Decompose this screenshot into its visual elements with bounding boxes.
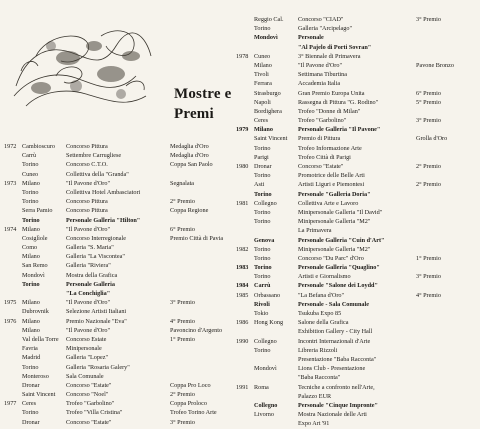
exhibition-event: Personale Galleria "Quaglino" <box>298 264 380 272</box>
exhibition-event: Premio Nazionale "Eva" <box>66 317 127 325</box>
exhibition-event: Libreria Rizzoli <box>298 346 338 354</box>
exhibition-prize: Medaglia d'Oro <box>170 143 209 150</box>
exhibition-row <box>236 116 478 125</box>
exhibition-event: "Il Pavone d'Oro" <box>66 326 110 334</box>
exhibition-city: Milano <box>22 253 40 261</box>
exhibition-row <box>236 309 478 318</box>
exhibition-city: Milano <box>22 317 40 325</box>
exhibition-city: Torino <box>22 409 39 417</box>
exhibition-year: 1983 <box>236 264 249 272</box>
exhibition-city: Milano <box>22 326 40 334</box>
exhibition-prize: 5° Premio <box>416 98 441 106</box>
exhibition-prize: 1° Premio <box>416 254 441 262</box>
exhibition-city: Torino <box>254 218 271 226</box>
exhibition-prize: Coppa San Paolo <box>170 161 213 169</box>
exhibition-row <box>236 134 478 143</box>
exhibition-event: Artisti Liguri e Piemontesi <box>298 181 365 189</box>
exhibition-row <box>4 252 232 261</box>
exhibition-row <box>4 234 232 243</box>
exhibition-row <box>236 217 478 226</box>
exhibition-city: Asti <box>254 181 265 189</box>
exhibition-year: 1985 <box>236 291 249 299</box>
exhibition-event: "Al Pajelo di Porti Sovran" <box>298 43 372 51</box>
exhibition-city: Mondovì <box>22 271 45 279</box>
exhibition-event: "La Befana d'Oro" <box>298 291 345 299</box>
exhibition-city: Collegno <box>254 401 278 409</box>
exhibition-city: Carrù <box>22 152 37 160</box>
exhibition-row <box>4 418 232 427</box>
exhibition-city: Mondovì <box>254 34 278 42</box>
exhibition-row <box>236 180 478 189</box>
exhibition-city: Favria <box>22 345 38 353</box>
exhibition-city: Livorno <box>254 411 274 419</box>
exhibition-year: 1986 <box>236 319 249 327</box>
exhibition-event: Rassegna di Pittura "G. Rodino" <box>298 98 379 106</box>
exhibition-event: 3° Biennale di Primavera <box>298 52 361 60</box>
exhibition-city: Ceres <box>22 400 37 408</box>
exhibition-city: Mondovì <box>254 365 277 373</box>
exhibition-row <box>236 226 478 235</box>
exhibition-row <box>4 197 232 206</box>
exhibition-city: Torino <box>254 25 271 33</box>
exhibition-row <box>4 372 232 381</box>
exhibition-year: 1974 <box>4 225 17 233</box>
page-title <box>174 84 232 124</box>
exhibition-row <box>236 337 478 346</box>
exhibition-city: Strasburgo <box>254 89 281 97</box>
exhibition-row <box>236 15 478 24</box>
exhibition-year: 1973 <box>4 179 17 187</box>
exhibition-event: Sala Comunale <box>66 372 104 380</box>
exhibition-row <box>236 107 478 116</box>
exhibition-row <box>4 317 232 326</box>
exhibition-year: 1978 <box>236 52 249 60</box>
exhibition-city: Torino <box>254 346 271 354</box>
exhibition-event: Palazzo EUR <box>298 392 332 400</box>
exhibition-row <box>4 326 232 335</box>
exhibition-event: Promotrice delle Belle Arti <box>298 172 365 180</box>
exhibition-city: Serra Pamio <box>22 207 53 215</box>
exhibition-row <box>236 24 478 33</box>
exhibition-city: Tokio <box>254 310 269 317</box>
exhibition-row <box>4 307 232 316</box>
exhibition-event: Trofeo "Garbolino" <box>66 400 115 408</box>
exhibition-city: Como <box>22 244 38 252</box>
exhibition-row <box>236 327 478 336</box>
exhibition-prize: Grolla d'Oro <box>416 135 448 143</box>
exhibition-city: Monteroso <box>22 372 49 380</box>
exhibition-year: 1982 <box>236 245 249 253</box>
exhibition-row <box>4 298 232 307</box>
exhibition-year: 1981 <box>236 199 249 207</box>
exhibition-event: Premio di Pittura <box>298 135 341 143</box>
exhibition-row <box>236 52 478 61</box>
exhibition-city: Carrù <box>254 282 271 290</box>
exhibition-row <box>236 79 478 88</box>
exhibition-prize: Premio Città di Pavia <box>170 234 224 242</box>
exhibition-row <box>236 98 478 107</box>
exhibition-event: Personale Galleria "Hilton" <box>66 216 141 224</box>
exhibition-city: Rivoli <box>254 300 270 308</box>
exhibition-city: Torino <box>22 280 40 288</box>
exhibition-event: Accademia Italia <box>298 80 341 88</box>
exhibition-city: Torino <box>254 254 271 262</box>
exhibition-event: Artisti e Giornalismo <box>298 273 351 281</box>
exhibition-row <box>236 318 478 327</box>
exhibition-row <box>236 245 478 254</box>
exhibition-row <box>236 355 478 364</box>
exhibition-event: Collettiva Arte e Lavoro <box>298 199 359 207</box>
exhibition-city: Torino <box>254 144 271 152</box>
exhibition-row <box>236 254 478 263</box>
exhibition-prize: Coppa Regione <box>170 207 209 215</box>
exhibition-row <box>236 208 478 217</box>
exhibition-prize: Pavone Bronzo <box>416 61 454 69</box>
exhibition-prize: 2° Premio <box>170 391 195 399</box>
exhibition-row <box>4 399 232 408</box>
exhibition-city: Milano <box>22 225 40 233</box>
exhibition-event: Lions Club - Presentazione <box>298 365 366 373</box>
exhibition-city: Saint Vincent <box>254 135 288 143</box>
exhibition-row <box>4 344 232 353</box>
title-line-1: Mostre e <box>174 86 232 102</box>
exhibition-event: "Il Pavone d'Oro" <box>298 61 342 69</box>
exhibition-city: Milano <box>254 126 273 134</box>
exhibition-prize: 3° Premio <box>416 117 441 125</box>
exhibition-city: Parigi <box>254 153 269 161</box>
exhibition-event: "Il Pavone d'Oro" <box>66 225 110 233</box>
exhibition-prize: 3° Premio <box>416 273 441 281</box>
exhibition-row <box>4 142 232 151</box>
exhibition-row <box>236 190 478 199</box>
exhibition-city: Torino <box>22 188 39 196</box>
exhibition-city: Saint Vincent <box>22 391 56 399</box>
exhibition-city: Bordighera <box>254 107 282 115</box>
exhibition-row <box>236 263 478 272</box>
exhibition-event: Galleria "Lopez" <box>66 354 108 362</box>
exhibition-row <box>236 401 478 410</box>
exhibition-city: Dronar <box>22 418 40 426</box>
exhibition-year: 1976 <box>4 317 17 325</box>
exhibition-row <box>236 346 478 355</box>
exhibition-year: 1972 <box>4 143 17 150</box>
exhibition-prize: 3° Premio <box>416 16 441 23</box>
exhibition-event: Tsukuba Expo 85 <box>298 310 342 317</box>
exhibition-event: Minipersonale <box>66 345 102 353</box>
exhibition-city: Torino <box>22 363 39 371</box>
exhibition-city: Torino <box>22 216 40 224</box>
exhibition-row <box>4 216 232 225</box>
exhibition-city: Tivoli <box>254 71 269 79</box>
exhibition-event: Personale "Cinque Impronte" <box>298 401 378 409</box>
exhibition-prize: Medaglia d'Oro <box>170 152 209 160</box>
exhibition-row <box>236 61 478 70</box>
exhibition-row <box>4 151 232 160</box>
exhibition-row <box>4 408 232 417</box>
exhibition-event: Galleria "Rosaria Galery" <box>66 363 130 371</box>
exhibition-event: Concorso Pittura <box>66 207 108 215</box>
exhibition-event: Trofeo "Donne di Milan" <box>298 107 361 115</box>
exhibition-event: "Baba Racconta" <box>298 374 341 382</box>
exhibition-event: Personale <box>298 34 324 42</box>
exhibition-prize: 4° Premio <box>416 291 441 299</box>
exhibition-event: Galleria "La Viscontea" <box>66 253 125 261</box>
exhibition-city: Val della Torre <box>22 335 59 343</box>
exhibition-city: Torino <box>254 264 272 272</box>
exhibition-event: Concorso Pittura <box>66 198 108 206</box>
exhibition-year: 1980 <box>236 163 249 170</box>
exhibition-city: Torino <box>254 172 271 180</box>
exhibition-prize: 2° Premio <box>170 198 195 206</box>
exhibitions-list-right <box>236 15 478 428</box>
exhibition-city: Ferrara <box>254 80 272 88</box>
exhibition-prize: Trofeo Torino Arte <box>170 409 217 417</box>
exhibition-event: Trofeo "Garbolino" <box>298 117 347 125</box>
exhibition-city: Madrid <box>22 354 41 362</box>
exhibition-row <box>4 289 232 298</box>
exhibition-row <box>236 89 478 98</box>
exhibition-city: Hong Kong <box>254 319 284 327</box>
exhibition-event: Minipersonale Galleria "M2" <box>298 245 371 253</box>
exhibition-city: Cuneo <box>22 170 39 178</box>
exhibition-city: Torino <box>254 273 271 281</box>
exhibition-event: Concorso "CIAD" <box>298 16 344 23</box>
exhibition-city: Cuneo <box>254 52 271 60</box>
exhibition-event: Concorso "Noel" <box>66 391 109 399</box>
exhibition-city: Cambioscuro <box>22 143 55 150</box>
exhibition-row <box>236 43 478 52</box>
title-line-2: Premi <box>174 106 214 122</box>
exhibition-event: Collettiva Hotel Ambasciatori <box>66 188 141 196</box>
exhibition-city: Collegno <box>254 337 277 345</box>
exhibition-row <box>4 381 232 390</box>
exhibition-city: Orbassano <box>254 291 281 299</box>
exhibition-row <box>4 280 232 289</box>
exhibition-row <box>236 419 478 428</box>
exhibition-prize: Coppa Pro Loco <box>170 381 211 389</box>
exhibition-row <box>236 364 478 373</box>
exhibition-year: 1991 <box>236 383 249 391</box>
exhibition-row <box>4 225 232 234</box>
exhibition-row <box>236 144 478 153</box>
exhibition-city: Roma <box>254 383 269 391</box>
exhibition-city: Dronar <box>254 163 272 170</box>
exhibition-event: Selezione Artisti Italiani <box>66 308 127 316</box>
exhibition-event: Personale "Salone dei Loydd" <box>298 282 378 290</box>
exhibition-city: Napoli <box>254 98 271 106</box>
exhibition-row <box>4 261 232 270</box>
exhibition-row <box>4 353 232 362</box>
exhibition-event: Presentazione "Baba Racconta" <box>298 355 377 363</box>
exhibition-event: Personale - Sala Comunale <box>298 300 369 308</box>
exhibition-city: Dronar <box>22 381 40 389</box>
exhibition-event: Trofeo Città di Parigi <box>298 153 351 161</box>
exhibition-city: Collegno <box>254 199 277 207</box>
exhibition-event: Expo Art '91 <box>298 420 330 428</box>
exhibition-city: Torino <box>254 208 271 216</box>
exhibition-event: Trofeo Informazione Arte <box>298 144 362 152</box>
exhibition-row <box>4 243 232 252</box>
exhibition-event: Minipersonale Galleria "M2" <box>298 218 371 226</box>
exhibition-row <box>4 363 232 372</box>
exhibition-row <box>236 383 478 392</box>
exhibition-row <box>4 390 232 399</box>
exhibition-prize: 1° Premio <box>170 335 195 343</box>
exhibition-year: 1990 <box>236 337 249 345</box>
exhibition-event: Galleria "Arcipelago" <box>298 25 353 33</box>
exhibition-year: 1979 <box>236 126 249 134</box>
exhibition-prize: 2° Premio <box>416 163 441 170</box>
exhibition-event: Concorso "Estate" <box>66 418 112 426</box>
exhibition-row <box>236 281 478 290</box>
exhibition-row <box>4 335 232 344</box>
exhibition-prize: Segnalata <box>170 179 195 187</box>
exhibition-city: Reggio Cal. <box>254 16 284 23</box>
exhibition-row <box>4 179 232 188</box>
exhibition-event: Galleria "S. Maria" <box>66 244 114 252</box>
exhibition-event: Salone della Grafica <box>298 319 349 327</box>
exhibition-prize: Coppa Proloco <box>170 400 207 408</box>
exhibition-event: Concorso Interregionale <box>66 234 126 242</box>
exhibition-row <box>236 199 478 208</box>
exhibition-city: Milano <box>22 179 40 187</box>
exhibition-prize: 4° Premio <box>170 317 195 325</box>
exhibition-city: San Remo <box>22 262 48 270</box>
exhibition-event: Concorso Pittura <box>66 143 108 150</box>
exhibition-row <box>236 291 478 300</box>
exhibition-row <box>4 160 232 169</box>
exhibition-year: 1977 <box>4 400 17 408</box>
exhibition-row <box>236 392 478 401</box>
exhibition-event: Personale Galleria "Il Pavone" <box>298 126 381 134</box>
exhibition-event: Trofeo "Villa Cristina" <box>66 409 123 417</box>
exhibition-prize: 6° Premio <box>170 225 195 233</box>
exhibition-event: Concorso "Du Parc" d'Oro <box>298 254 364 262</box>
exhibition-row <box>4 271 232 280</box>
exhibition-event: Gran Premio Europa Unita <box>298 89 365 97</box>
exhibition-city: Torino <box>22 198 39 206</box>
exhibition-event: Mostra Nazionale delle Arti <box>298 411 367 419</box>
exhibition-city: Torino <box>254 190 272 198</box>
exhibition-event: Galleria "Riviera" <box>66 262 111 270</box>
exhibition-event: "La Conchiglia" <box>66 290 111 297</box>
exhibition-prize: 3° Premio <box>170 299 195 307</box>
exhibition-row <box>4 170 232 179</box>
exhibition-year: 1984 <box>236 282 249 290</box>
exhibition-event: La Primavera <box>298 227 332 235</box>
exhibition-event: Settembre Carrugliese <box>66 152 122 160</box>
exhibition-event: Mostra della Grafica <box>66 271 118 279</box>
exhibition-event: Concorso C.T.O. <box>66 161 108 169</box>
exhibition-city: Dubrovnik <box>22 308 49 316</box>
exhibition-row <box>236 410 478 419</box>
exhibition-event: "Il Pavone d'Oro" <box>66 179 110 187</box>
exhibition-row <box>4 206 232 215</box>
exhibition-row <box>236 153 478 162</box>
exhibition-city: Milano <box>254 61 272 69</box>
exhibition-city: Torino <box>22 161 39 169</box>
exhibition-event: Personale Galleria "Cuin d'Art" <box>298 236 385 244</box>
exhibition-event: Settimana Tiburtina <box>298 71 347 79</box>
exhibition-city: Milano <box>22 299 40 307</box>
exhibition-row <box>236 272 478 281</box>
exhibition-year: 1975 <box>4 299 17 307</box>
exhibition-city: Ceres <box>254 117 269 125</box>
exhibition-event: Personale "Galleria Doria" <box>298 190 371 198</box>
exhibition-event: Incontri Internazionali d'Arte <box>298 337 371 345</box>
exhibition-prize: 2° Premio <box>416 181 441 189</box>
exhibition-row <box>236 373 478 382</box>
exhibition-event: Concorso Estate <box>66 335 107 343</box>
exhibition-event: Collettiva della "Granda" <box>66 170 129 178</box>
exhibition-row <box>236 33 478 42</box>
exhibition-prize: Pavoncino d'Argento <box>170 326 223 334</box>
exhibition-prize: 6° Premio <box>416 89 441 97</box>
exhibitions-list-left <box>4 142 232 427</box>
exhibition-event: Minipersonale Galleria "Il David" <box>298 208 383 216</box>
exhibition-row <box>236 70 478 79</box>
exhibition-event: Personale Galleria <box>66 280 115 288</box>
exhibition-row <box>236 236 478 245</box>
decorative-engraving-illustration <box>6 16 156 116</box>
exhibition-row <box>236 171 478 180</box>
exhibition-event: Concorso "Estate" <box>66 381 112 389</box>
exhibition-event: Concorso "Estate" <box>298 163 344 170</box>
exhibition-row <box>4 188 232 197</box>
exhibition-row <box>236 300 478 309</box>
exhibition-row <box>236 162 478 171</box>
exhibition-event: Tecniche a confronto nell'Arte, <box>298 383 375 391</box>
exhibition-event: Exhibition Gallery - City Hall <box>298 328 373 336</box>
exhibition-city: Torino <box>254 245 271 253</box>
exhibition-event: "Il Pavone d'Oro" <box>66 299 110 307</box>
exhibition-prize: 3° Premio <box>170 418 195 426</box>
exhibition-row <box>236 125 478 134</box>
exhibition-city: Genova <box>254 236 275 244</box>
exhibition-city: Cosiglìole <box>22 234 48 242</box>
